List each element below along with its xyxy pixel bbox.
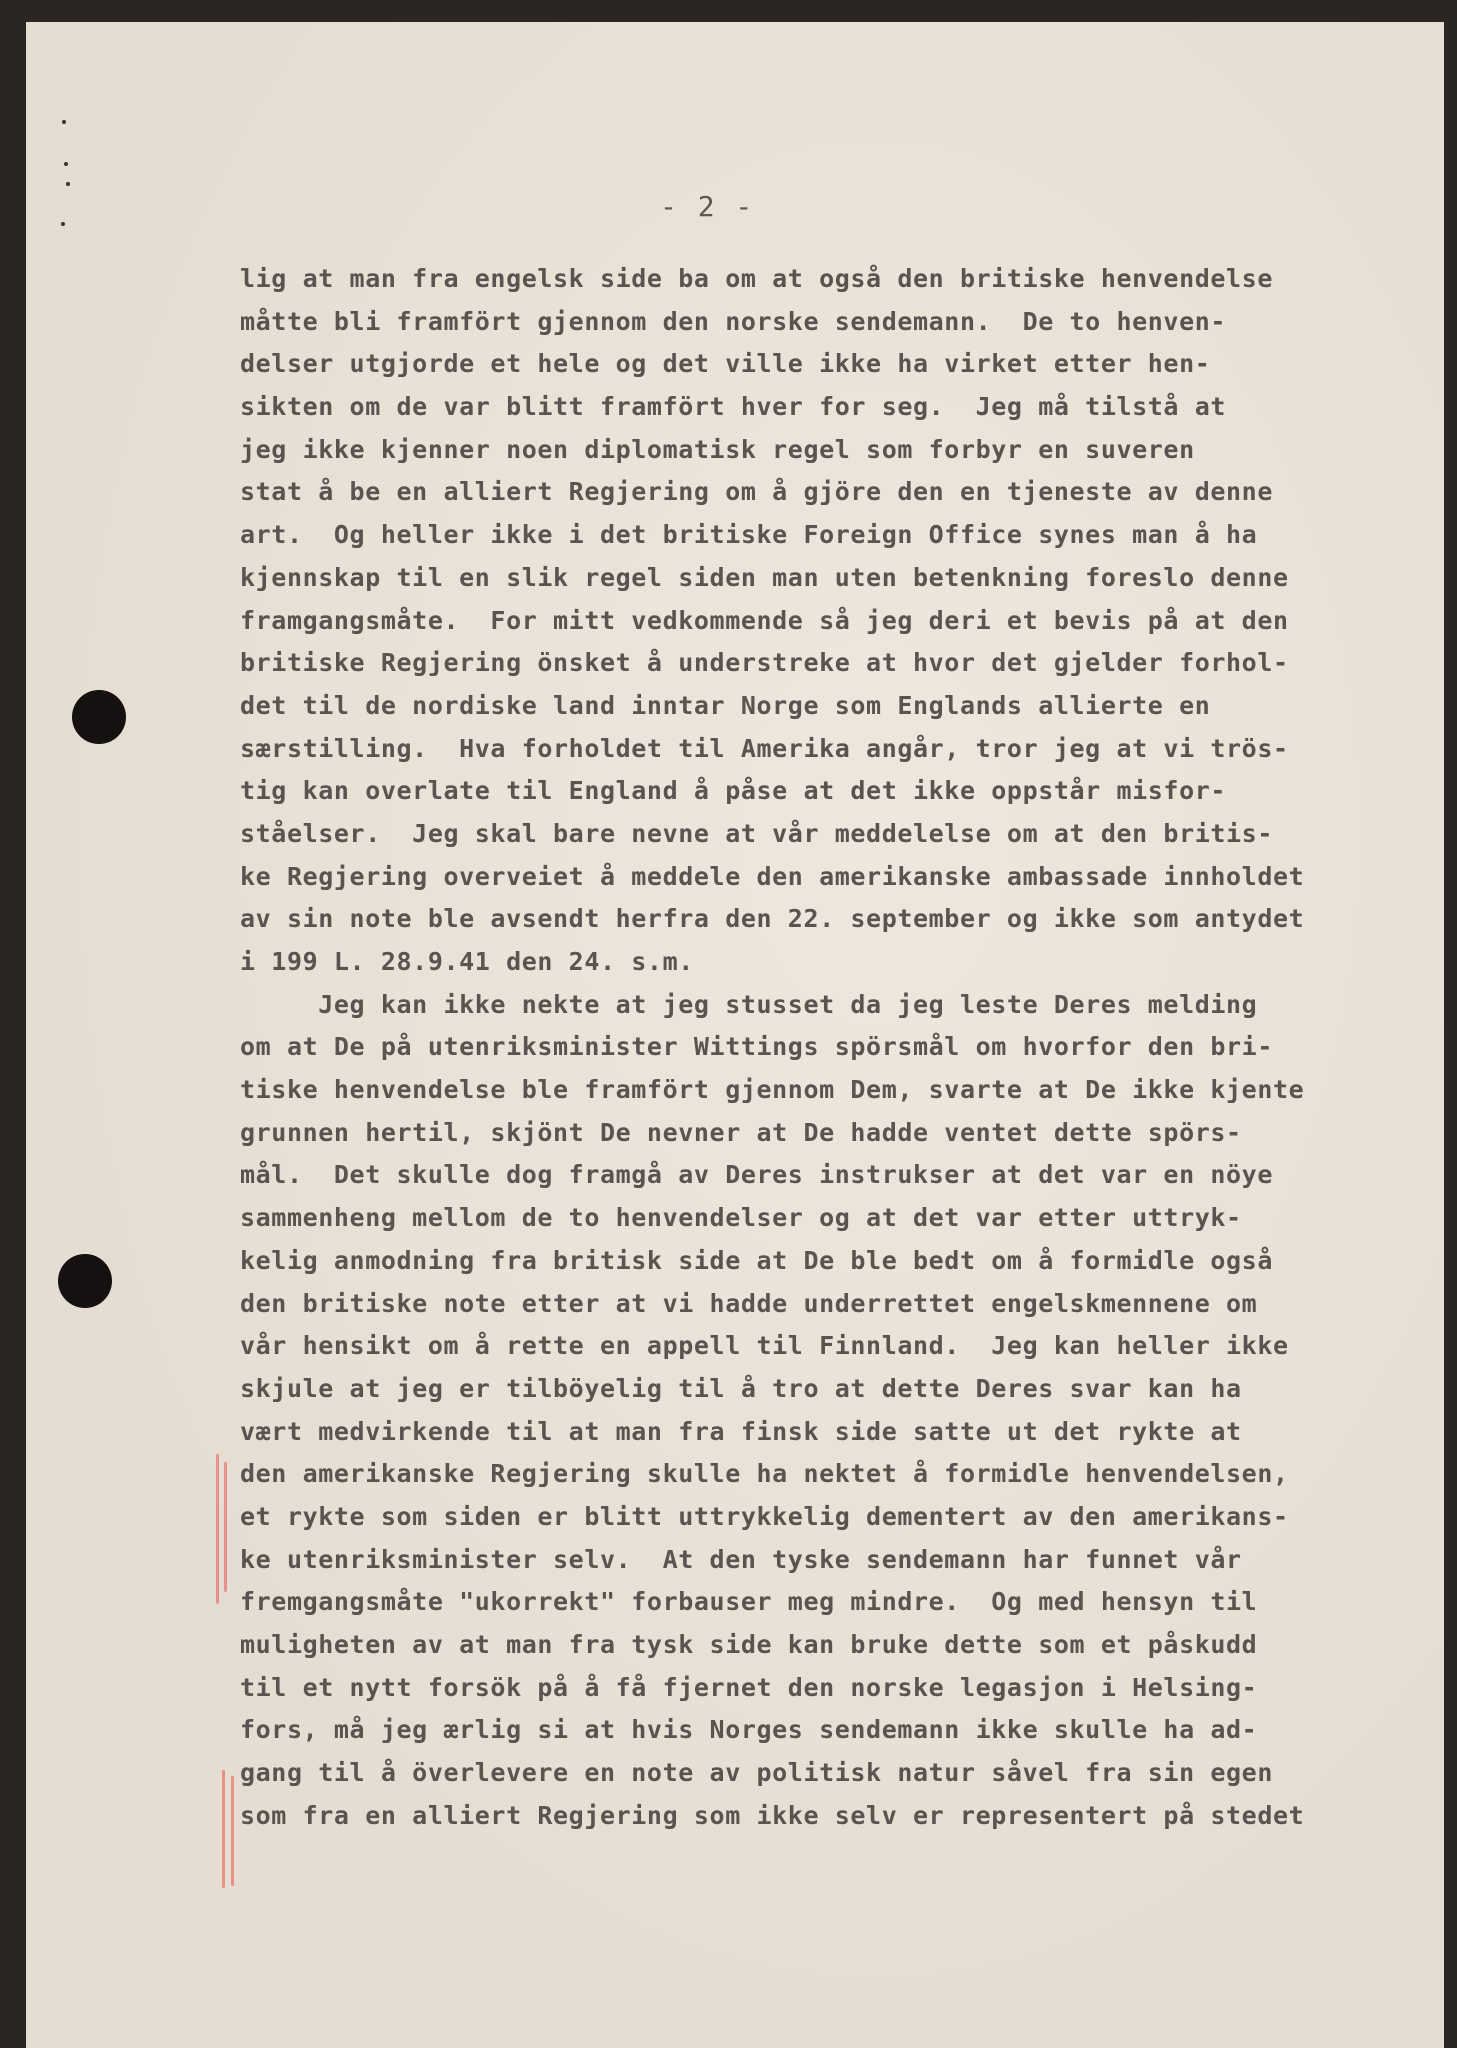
text-line: ke Regjering overveiet å meddele den amerikanske ambassade innholdet	[240, 861, 1305, 891]
text-line: den amerikanske Regjering skulle ha nektet å formidle henvendelsen,	[240, 1459, 1289, 1489]
text-line: vært medvirkende til at man fra finsk side satte ut det rykte at	[240, 1416, 1242, 1446]
text-line: muligheten av at man fra tysk side kan bruke dette som et påskudd	[240, 1630, 1258, 1659]
text-line: lig at man fra engelsk side ba om at også den britiske henvendelse	[240, 264, 1273, 293]
text-line: tiske henvendelse ble framfört gjennom Dem, svarte at De ikke kjente	[240, 1075, 1305, 1105]
punch-hole-lower	[58, 1254, 112, 1308]
text-line: kjennskap til en slik regel siden man uten betenkning foreslo denne	[240, 562, 1289, 592]
paper-speck	[62, 120, 66, 124]
text-line: sammenheng mellom de to henvendelser og at det var etter uttryk-	[240, 1203, 1242, 1233]
punch-hole-upper	[72, 690, 126, 744]
text-line: ke utenriksminister selv. At den tyske sendemann har funnet vår	[240, 1544, 1242, 1574]
text-line: måtte bli framfört gjennom den norske sendemann. De to henven-	[240, 306, 1227, 336]
text-line: britiske Regjering önsket å understreke at hvor det gjelder forhol-	[240, 648, 1289, 678]
text-line: vår hensikt om å rette en appell til Finnland. Jeg kan heller ikke	[240, 1331, 1289, 1361]
text-line: framgangsmåte. For mitt vedkommende så jeg deri et bevis på at den	[240, 605, 1289, 635]
text-line: sikten om de var blitt framfört hver for seg. Jeg må tilstå at	[240, 392, 1227, 422]
text-line: kelig anmodning fra britisk side at De ble bedt om å formidle også	[240, 1245, 1273, 1275]
text-line: fremgangsmåte "ukorrekt" forbauser meg mindre. Og med hensyn til	[240, 1587, 1258, 1617]
text-line: ståelser. Jeg skal bare nevne at vår meddelelse om at den britis-	[240, 818, 1273, 848]
text-line: tig kan overlate til England å påse at det ikke oppstår misfor-	[240, 776, 1227, 806]
text-line: gang til å överlevere en note av politisk natur såvel fra sin egen	[240, 1758, 1273, 1788]
text-line: delser utgjorde et hele og det ville ikke ha virket etter hen-	[240, 349, 1211, 379]
paper-speck	[66, 182, 70, 186]
margin-mark	[216, 1454, 219, 1604]
text-line: det til de nordiske land inntar Norge som Englands allierte en	[240, 690, 1211, 720]
letter-body	[240, 258, 1420, 1837]
margin-mark	[222, 1770, 225, 1888]
text-line: særstilling. Hva forholdet til Amerika angår, tror jeg at vi trös-	[240, 733, 1289, 763]
paper-speck	[61, 222, 65, 226]
text-line: grunnen hertil, skjönt De nevner at De hadde ventet dette spörs-	[240, 1117, 1242, 1147]
text-line: fors, må jeg ærlig si at hvis Norges sendemann ikke skulle ha ad-	[240, 1715, 1258, 1745]
text-line: jeg ikke kjenner noen diplomatisk regel som forbyr en suveren	[240, 434, 1195, 464]
text-line: den britiske note etter at vi hadde underrettet engelskmennene om	[240, 1288, 1258, 1318]
text-line: art. Og heller ikke i det britiske Foreign Office synes man å ha	[240, 520, 1258, 550]
text-line: om at De på utenriksminister Wittings spörsmål om hvorfor den bri-	[240, 1032, 1273, 1062]
text-line: til et nytt forsök på å få fjernet den norske legasjon i Helsing-	[240, 1672, 1258, 1702]
text-line: et rykte som siden er blitt uttrykkelig dementert av den amerikans-	[240, 1501, 1289, 1531]
text-line: av sin note ble avsendt herfra den 22. september og ikke som antydet	[240, 904, 1305, 934]
margin-mark	[231, 1776, 234, 1886]
text-line: som fra en alliert Regjering som ikke selv er representert på stedet	[240, 1800, 1305, 1830]
text-line: mål. Det skulle dog framgå av Deres instrukser at det var en nöye	[240, 1160, 1273, 1190]
text-line: stat å be en alliert Regjering om å gjöre den en tjeneste av denne	[240, 477, 1273, 507]
text-line: i 199 L. 28.9.41 den 24. s.m.	[240, 947, 694, 976]
page-number: - 2 -	[660, 190, 755, 223]
paper-speck	[64, 162, 68, 166]
margin-mark	[224, 1462, 227, 1592]
text-line: Jeg kan ikke nekte at jeg stusset da jeg leste Deres melding	[240, 989, 1258, 1019]
text-line: skjule at jeg er tilböyelig til å tro at dette Deres svar kan ha	[240, 1373, 1242, 1403]
